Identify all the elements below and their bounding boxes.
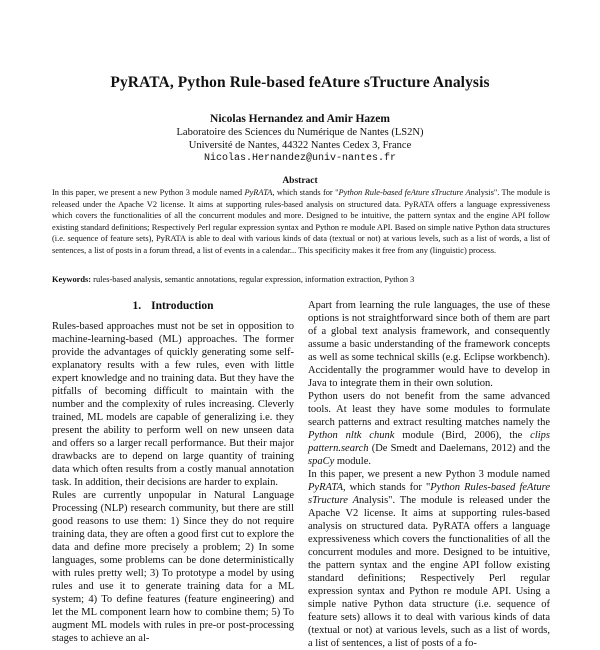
author-names: Nicolas Hernandez and Amir Hazem bbox=[210, 113, 390, 125]
abstract-text: ture s bbox=[415, 188, 435, 197]
right-emphasis: Py bbox=[430, 482, 442, 493]
section-heading-introduction bbox=[52, 300, 294, 312]
abstract-text: thon bbox=[347, 188, 365, 197]
abstract-text: nalysis". The module is released under the Apache V2 license. It aims at supporting rules-based analysis on structured data. PyRATA offers a language expressiveness which covers the functionalities of all the concurrent modules and more. Designed to be intuitive, the pattern syntax and the engine API follow existing standard definitions; Respectively Perl regular expression syntax and Python re module API. Based on simple native Python data structures (i.e. sequence of feature sets), PyRATA is able to deal with various kinds of data (textual or not) at various levels, such as a list of words, a list of sentences, a list of posts in a forum thread, a list of events in a calendar... This specificity makes it free from any (linguistic) process. bbox=[52, 188, 551, 255]
affiliation-lab: Laboratoire des Sciences du Numérique de Nantes (LS2N) bbox=[176, 127, 424, 138]
right-emphasis: spaCy bbox=[308, 456, 335, 467]
right-paragraph-1: Apart from learning the rule languages, the use of these options is not straightforward since both of them are part of a global text analysis framework, and consequently assume a basic understanding of the framework concepts as well as some technical skills (e.g. Eclipse workbench). Accidentally the programmer would have to develop in Java to integrate them in their own solution. bbox=[308, 300, 550, 389]
right-text: module (Bird, 2006), the bbox=[394, 430, 531, 441]
abstract-text: ule-based fe bbox=[369, 188, 411, 197]
abstract-heading: Abstract bbox=[282, 176, 318, 186]
right-text: ructure bbox=[317, 495, 353, 506]
abstract-text: ructure bbox=[438, 188, 466, 197]
right-text: (De Smedt and Daelemans, 2012) and the bbox=[368, 443, 550, 454]
right-emphasis: T bbox=[312, 495, 318, 506]
right-paragraph-2 bbox=[308, 390, 550, 468]
left-column bbox=[52, 320, 294, 644]
keywords-text: rules-based analysis, semantic annotations, regular expression, information extraction, Python 3 bbox=[91, 275, 415, 284]
abstract-emphasis: R bbox=[364, 188, 370, 197]
keywords-line bbox=[52, 274, 550, 286]
right-paragraph-3 bbox=[308, 468, 550, 650]
right-emphasis: A bbox=[352, 495, 359, 506]
right-text: Python users do not benefit from the same advanced tools. At least they have some modules to formulate search patterns and extract resulting matches namely the bbox=[308, 391, 550, 428]
right-emphasis: R bbox=[464, 482, 471, 493]
intro-paragraph-2: Rules are currently unpopular in Natural Language Processing (NLP) research community, but there are still good reasons to use them: 1) Since they do not require training data, they are often a good first cut to explore the data and define more precisely a problem; 2) In some languages, some problems can be done deterministically with rules pretty well; 3) To prototype a model by using rules and use it to generate training data for a ML system; 4) To define features (feature engineering) and let the ML component learn how to combine them; 5) To augment ML models with rules in pre-or post-processing stages to achieve an al- bbox=[52, 490, 294, 644]
abstract-emphasis: PyRATA bbox=[244, 188, 273, 197]
right-text: module. bbox=[334, 456, 371, 467]
abstract-emphasis: A bbox=[465, 188, 471, 197]
paper-title: PyRATA, Python Rule-based feAture sTructure Analysis bbox=[110, 74, 490, 91]
affiliation-university: Université de Nantes, 44322 Nantes Cedex 3, France bbox=[188, 140, 412, 151]
right-emphasis: clips pattern.search bbox=[308, 430, 550, 454]
abstract-emphasis: Py bbox=[338, 188, 348, 197]
right-emphasis: Python nltk chunk bbox=[308, 430, 395, 441]
author-email: Nicolas.Hernandez@univ-nantes.fr bbox=[203, 153, 397, 164]
right-column bbox=[308, 299, 550, 649]
abstract-emphasis: T bbox=[434, 188, 439, 197]
right-text: thon bbox=[441, 482, 465, 493]
abstract-emphasis: A bbox=[410, 188, 416, 197]
right-text: ules-based fe bbox=[470, 482, 528, 493]
section-title: Introduction bbox=[151, 300, 214, 312]
right-text: In this paper, we present a new Python 3 module named bbox=[308, 469, 550, 480]
right-text: ture s bbox=[308, 482, 550, 506]
section-number: 1. bbox=[132, 300, 142, 312]
keywords-label: Keywords: bbox=[52, 275, 92, 284]
abstract-text: , which stands for " bbox=[272, 188, 339, 197]
right-text: , which stands for " bbox=[343, 482, 431, 493]
abstract-text: In this paper, we present a new Python 3 module named bbox=[52, 188, 245, 197]
right-text: nalysis". The module is released under the Apache V2 license. It aims at supporting rules-based analysis on structured data. PyRATA offers a language expressiveness which covers the functionalities of all the concurrent modules and more. Designed to be intuitive, the pattern syntax and the engine API follow existing standard definitions; Respectively Perl regular expression syntax and Python re module API. Using a simple native Python data structure (i.e. sequence of feature sets) allows it to deal with various kinds of data (textual or not) at various levels, such as a list of words, a list of sentences, a list of posts of a fo- bbox=[308, 495, 550, 649]
right-emphasis: A bbox=[527, 482, 534, 493]
abstract-body bbox=[52, 187, 550, 256]
right-emphasis: PyRATA bbox=[308, 482, 343, 493]
intro-paragraph-1: Rules-based approaches must not be set in opposition to machine-learning-based (ML) approaches. The former provide the advantages of quickly generating some self-explanatory results with a few rules, even with little expert knowledge and no training data. But they have the pitfalls of becoming difficult to maintain with the number and the complexity of rules increasing. Cleverly trained, ML models are capable of generalizing i.e. they present the ability to perform well on new unseen data and offers so a larger recall performance. But their major drawbacks are to depend on large quantity of training data which often results from a costly manual annotation task. In addition, their decisions are harder to explain. bbox=[52, 321, 294, 488]
